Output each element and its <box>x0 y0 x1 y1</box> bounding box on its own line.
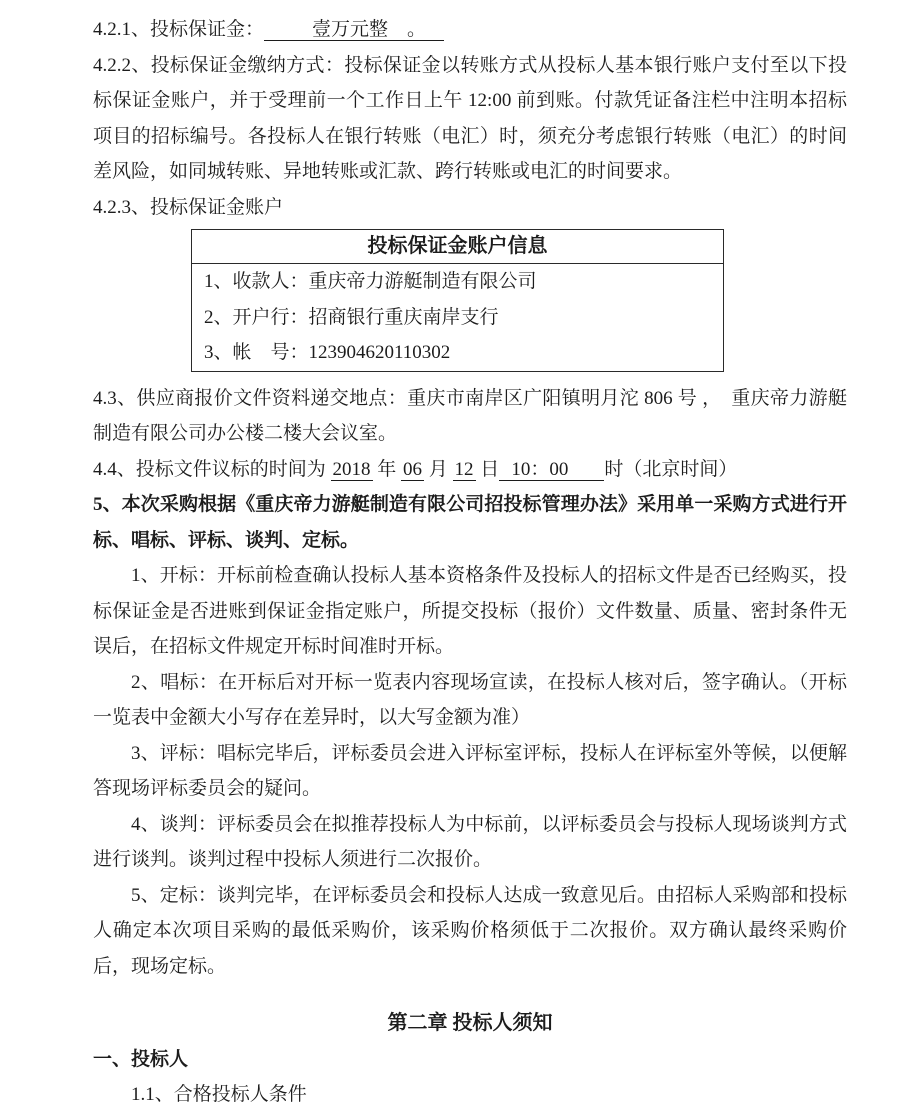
bank-cell: 2、开户行：招商银行重庆南岸支行 <box>192 300 724 336</box>
bond-account-table-header-row <box>192 230 724 264</box>
bond-account-table-title: 投标保证金账户信息 <box>192 230 724 264</box>
procedure-item-negotiate: 4、谈判：评标委员会在拟推荐投标人为中标前，以评标委员会与投标人现场谈判方式进行谈判。谈判过程中投标人须进行二次报价。 <box>93 813 847 870</box>
clause-4-4 <box>93 452 847 488</box>
bid-date-day: 12 <box>454 458 474 480</box>
clause-4-2-2: 4.2.2、投标保证金缴纳方式：投标保证金以转账方式从投标人基本银行账户支付至以下投标保证金账户，并于受理前一个工作日上午 12:00 前到账。付款凭证备注栏中注明本招标项目的招标编号。各投标人在银行转账（电汇）时，须充分考虑银行转账（电汇）的时间差风险，如同城转账、异地转账或汇款、跨行转账或电汇的时间要求。 <box>93 54 847 182</box>
clause-4-2-1-label: 4.2.1、投标保证金： <box>93 19 265 40</box>
account-number-cell: 3、帐 号：123904620110302 <box>192 335 724 371</box>
table-row <box>192 264 724 300</box>
bid-time-blank: 10：00 <box>499 459 604 481</box>
day-unit-label: 日 <box>475 458 500 480</box>
clause-4-2-3: 4.2.3、投标保证金账户 <box>93 196 284 218</box>
procedure-item-read-bid: 2、唱标：在开标后对开标一览表内容现场宣读，在投标人核对后，签字确认。（开标一览表中金额大小写存在差异时，以大写金额为准） <box>93 671 847 728</box>
month-unit-label: 月 <box>424 458 453 480</box>
clause-5: 5、本次采购根据《重庆帝力游艇制造有限公司招投标管理办法》采用单一采购方式进行开标、唱标、评标、谈判、定标。 <box>93 494 847 551</box>
year-unit-label: 年 <box>372 458 402 480</box>
bid-date-year: 2018 <box>332 458 371 480</box>
chapter-heading: 第二章 投标人须知 <box>387 1012 553 1034</box>
payee-cell: 1、收款人：重庆帝力游艇制造有限公司 <box>192 264 724 300</box>
clause-1-1: 1.1、合格投标人条件 <box>131 1084 307 1105</box>
clause-4-4-suffix: 时（北京时间） <box>604 458 738 480</box>
table-row <box>192 300 724 336</box>
bid-bond-amount-blank: 壹万元整 。 <box>264 19 444 41</box>
bid-date-month: 06 <box>403 458 423 480</box>
bond-account-table <box>191 229 724 372</box>
clause-4-2-1 <box>93 12 847 48</box>
clause-4-3: 4.3、供应商报价文件资料递交地点：重庆市南岸区广阳镇明月沱 806 号 ， 重庆帝力游艇制造有限公司办公楼二楼大会议室。 <box>93 387 847 444</box>
procedure-item-evaluate-bid: 3、评标：唱标完毕后，评标委员会进入评标室评标，投标人在评标室外等候，以便解答现场评标委员会的疑问。 <box>93 742 847 799</box>
clause-4-4-label: 4.4、投标文件议标的时间为 <box>93 458 331 480</box>
procedure-item-award: 5、定标：谈判完毕，在评标委员会和投标人达成一致意见后。由招标人采购部和投标人确定本次项目采购的最低采购价，该采购价格须低于二次报价。双方确认最终采购价后，现场定标。 <box>93 884 847 977</box>
table-row <box>192 335 724 371</box>
procedure-item-open-bid: 1、开标：开标前检查确认投标人基本资格条件及投标人的招标文件是否已经购买，投标保证金是否进账到保证金指定账户，所提交投标（报价）文件数量、质量、密封条件无误后，在招标文件规定开标时间准时开标。 <box>93 565 847 657</box>
section-heading-bidder: 一、投标人 <box>93 1048 189 1070</box>
